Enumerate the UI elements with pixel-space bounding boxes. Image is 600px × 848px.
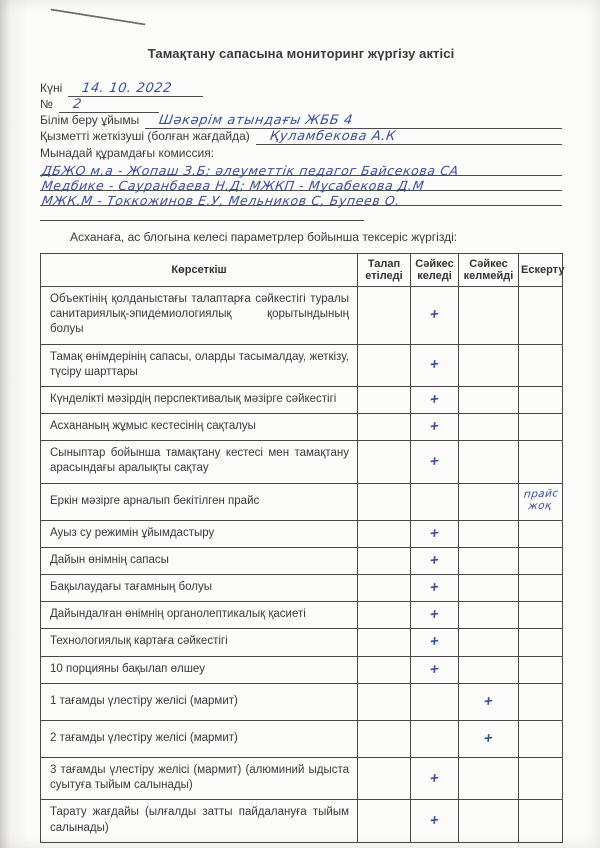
table-row (41, 656, 563, 683)
checkmark: + (483, 729, 494, 748)
checkmark: + (429, 390, 440, 409)
complies-cell (411, 656, 459, 683)
not-complies-cell (459, 720, 519, 757)
note-cell (519, 575, 563, 602)
note-cell (519, 602, 563, 629)
note-cell (519, 547, 563, 574)
complies-cell (411, 720, 459, 757)
not-complies-cell (459, 656, 519, 683)
required-cell (358, 758, 411, 800)
inspection-intro: Асханаға, ас блогына келесі параметрлер бойынша тексеріс жүргізді: (70, 230, 458, 244)
not-complies-cell (459, 386, 519, 413)
table-row (41, 483, 563, 520)
note-cell (519, 758, 563, 800)
checkmark: + (429, 452, 440, 471)
not-complies-cell (459, 629, 519, 656)
commission-handwritten-line-3: МЖК.М - Токкожинов Е.У, Мельников С, Бупеев О. (40, 192, 402, 208)
table-row (41, 629, 563, 656)
not-complies-cell (459, 602, 519, 629)
note-cell (519, 344, 563, 386)
table-row (41, 800, 563, 842)
required-cell (358, 602, 411, 629)
commission-handwritten-line-2: Медбике - Сауранбаева Н.Д; МЖКП - Мұсабекова Д.М (40, 177, 426, 193)
indicator-cell: Технологиялық картаға сәйкестігі (41, 629, 358, 656)
complies-cell (411, 629, 459, 656)
indicator-cell: Бақылаудағы тағамның болуы (41, 575, 358, 602)
required-cell (358, 720, 411, 757)
note-cell (519, 483, 563, 520)
indicator-cell: 2 тағамды үлестіру желісі (мармит) (41, 720, 358, 757)
number-field (40, 97, 562, 113)
required-cell (358, 547, 411, 574)
note-cell (519, 386, 563, 413)
not-complies-cell (459, 287, 519, 345)
organization-label: Білім беру ұйымы (40, 113, 140, 127)
required-cell (358, 520, 411, 547)
commission-line (40, 191, 562, 206)
scan-artifact-mark (50, 9, 145, 26)
complies-cell (411, 575, 459, 602)
complies-cell (411, 441, 459, 483)
not-complies-cell (459, 520, 519, 547)
table-row (41, 441, 563, 483)
indicator-cell: 10 порцияны бақылап өлшеу (41, 656, 358, 683)
required-cell (358, 344, 411, 386)
table-row (41, 683, 563, 720)
supplier-underline (256, 130, 562, 145)
organization-underline (145, 114, 562, 129)
note-cell (519, 720, 563, 757)
complies-cell (411, 414, 459, 441)
note-cell (519, 287, 563, 345)
supplier-label: Қызметті жеткізуші (болған жағдайда) (40, 129, 250, 143)
required-cell (358, 414, 411, 441)
column-header-complies: Сәйкес келеді (411, 254, 459, 287)
number-label: № (40, 97, 53, 111)
commission-line (40, 161, 562, 176)
checkmark: + (429, 524, 440, 543)
note-cell (519, 441, 563, 483)
indicator-cell: Объектінің қолданыстағы талаптарға сәйкестігі туралы санитариялық-эпидемиологиялық қорытындының болуы (41, 287, 358, 345)
complies-cell (411, 547, 459, 574)
column-header-indicator: Көрсеткіш (41, 254, 358, 287)
indicator-cell: Тарату жағдайы (ылғалды затты пайдалануға тыйым салынады) (41, 800, 358, 842)
organization-field (40, 113, 562, 129)
column-header-required: Талап етіледі (358, 254, 411, 287)
checkmark: + (429, 417, 440, 436)
complies-cell (411, 758, 459, 800)
complies-cell (411, 800, 459, 842)
monitoring-table (40, 253, 563, 843)
not-complies-cell (459, 414, 519, 441)
note-cell (519, 629, 563, 656)
indicator-cell: Асхананың жұмыс кестесінің сақталуы (41, 414, 358, 441)
complies-cell (411, 344, 459, 386)
table-row (41, 287, 563, 345)
required-cell (358, 800, 411, 842)
required-cell (358, 287, 411, 345)
indicator-cell: 3 тағамды үлестіру желісі (мармит) (алюминий ыдыста суытуға тыйым салынады) (41, 758, 358, 800)
not-complies-cell (459, 683, 519, 720)
not-complies-cell (459, 483, 519, 520)
number-underline (59, 98, 159, 113)
table-row (41, 547, 563, 574)
checkmark: + (429, 811, 440, 830)
table-header-row (41, 254, 563, 287)
commission-line-empty (40, 206, 364, 221)
handwritten-note: прайс жоқ (523, 487, 560, 513)
organization-handwritten-value: Шәкәрім атындағы ЖББ 4 (158, 113, 355, 128)
checkmark: + (429, 305, 440, 324)
checkmark: + (429, 578, 440, 597)
column-header-note: Ескерту (519, 254, 563, 287)
commission-line (40, 176, 562, 191)
not-complies-cell (459, 575, 519, 602)
date-handwritten-value: 14. 10. 2022 (81, 81, 174, 96)
note-cell (519, 414, 563, 441)
page-title: Тамақтану сапасына мониторинг жүргізу актісі (147, 46, 455, 61)
checkmark: + (429, 769, 440, 788)
commission-label: Мынадай құрамдағы комиссия: (40, 145, 215, 160)
note-cell (519, 683, 563, 720)
table-row (41, 414, 563, 441)
required-cell (358, 656, 411, 683)
required-cell (358, 629, 411, 656)
table-row (41, 602, 563, 629)
date-underline (68, 82, 203, 97)
indicator-cell: 1 тағамды үлестіру желісі (мармит) (41, 683, 358, 720)
checkmark: + (429, 605, 440, 624)
table-row (41, 386, 563, 413)
checkmark: + (429, 660, 440, 679)
complies-cell (411, 602, 459, 629)
not-complies-cell (459, 547, 519, 574)
complies-cell (411, 683, 459, 720)
required-cell (358, 483, 411, 520)
table-row (41, 520, 563, 547)
note-cell (519, 520, 563, 547)
supplier-field (40, 129, 562, 145)
required-cell (358, 575, 411, 602)
not-complies-cell (459, 758, 519, 800)
indicator-cell: Сыныптар бойынша тамақтану кестесі мен тамақтану арасындағы аралықты сақтау (41, 441, 358, 483)
not-complies-cell (459, 344, 519, 386)
date-label: Күні (40, 81, 63, 95)
indicator-cell: Күнделікті мәзірдің перспективалық мәзірге сәйкестігі (41, 386, 358, 413)
table-row (41, 720, 563, 757)
note-cell (519, 800, 563, 842)
complies-cell (411, 483, 459, 520)
date-field (40, 81, 562, 97)
checkmark: + (429, 632, 440, 652)
header-fields (40, 81, 562, 221)
table-row (41, 344, 563, 386)
indicator-cell: Дайын өнімнің сапасы (41, 547, 358, 574)
table-row (41, 575, 563, 602)
commission-handwritten-line-1: ДБЖО м.а - Жопаш З.Б; әлеуметтік педагог Байсекова СА (40, 162, 460, 178)
number-handwritten-value: 2 (71, 97, 83, 112)
indicator-cell: Дайындалған өнімнің органолептикалық қасиеті (41, 602, 358, 629)
complies-cell (411, 520, 459, 547)
not-complies-cell (459, 800, 519, 842)
column-header-not-complies: Сәйкес келмейді (459, 254, 519, 287)
checkmark: + (429, 355, 440, 374)
required-cell (358, 683, 411, 720)
table-row (41, 758, 563, 800)
note-cell (519, 656, 563, 683)
indicator-cell: Тамақ өнімдерінің сапасы, оларды тасымалдау, жеткізу, түсіру шарттары (41, 344, 358, 386)
indicator-cell: Еркін мәзірге арналып бекітілген прайс (41, 483, 358, 520)
supplier-handwritten-value: Қуламбекова А.К (268, 129, 397, 144)
indicator-cell: Ауыз су режимін ұйымдастыру (41, 520, 358, 547)
complies-cell (411, 386, 459, 413)
required-cell (358, 441, 411, 483)
complies-cell (411, 287, 459, 345)
checkmark: + (483, 692, 494, 711)
required-cell (358, 386, 411, 413)
checkmark: + (429, 551, 440, 570)
not-complies-cell (459, 441, 519, 483)
